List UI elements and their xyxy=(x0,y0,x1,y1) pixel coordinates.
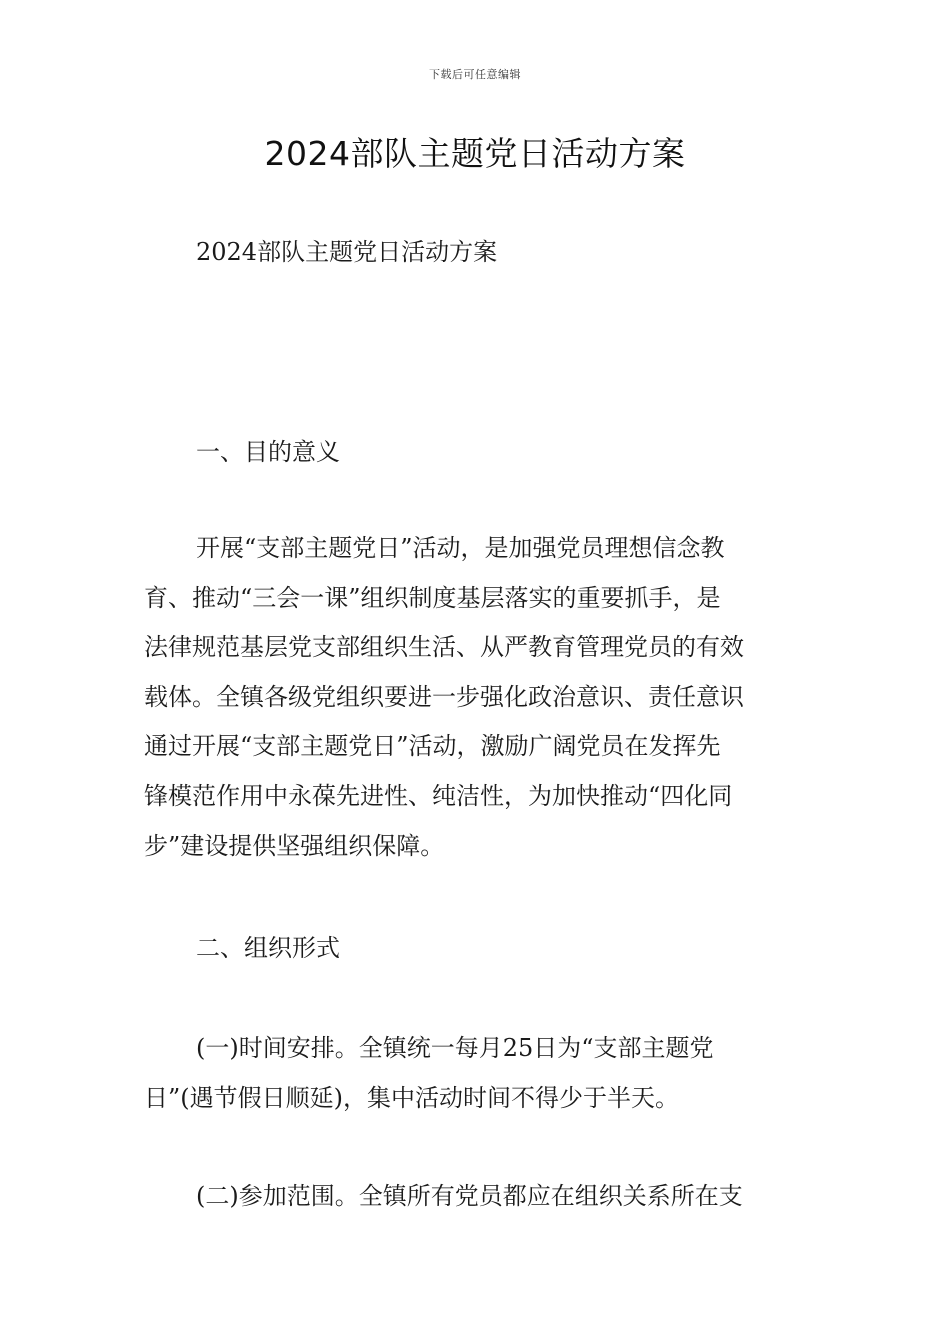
section-heading-purpose: 一、目的意义 xyxy=(196,438,340,466)
paragraph-line: 开展“支部主题党日”活动，是加强党员理想信念教 xyxy=(196,534,725,562)
paragraph-line: 载体。全镇各级党组织要进一步强化政治意识、责任意识 xyxy=(144,682,744,711)
paragraph-line: 育、推动“三会一课”组织制度基层落实的重要抓手，是 xyxy=(144,583,721,612)
paragraph-purpose xyxy=(144,524,808,871)
paragraph-line: (二)参加范围。全镇所有党员都应在组织关系所在支 xyxy=(196,1182,743,1210)
paragraph-line: 步”建设提供坚强组织保障。 xyxy=(144,831,445,860)
paragraph-line: (一)时间安排。全镇统一每月25日为“支部主题党 xyxy=(196,1034,714,1062)
document-subtitle: 2024部队主题党日活动方案 xyxy=(196,238,498,266)
section-heading-organization: 二、组织形式 xyxy=(196,934,340,962)
paragraph-line: 日”(遇节假日顺延)，集中活动时间不得少于半天。 xyxy=(144,1083,679,1112)
paragraph-scope xyxy=(144,1172,808,1222)
header-note: 下载后可任意编辑 xyxy=(429,68,521,81)
paragraph-line: 通过开展“支部主题党日”活动，激励广阔党员在发挥先 xyxy=(144,732,721,761)
paragraph-line: 法律规范基层党支部组织生活、从严教育管理党员的有效 xyxy=(144,633,744,662)
document-title: 2024部队主题党日活动方案 xyxy=(264,134,686,173)
paragraph-schedule xyxy=(144,1024,808,1123)
paragraph-line: 锋模范作用中永葆先进性、纯洁性，为加快推动“四化同 xyxy=(144,781,733,810)
